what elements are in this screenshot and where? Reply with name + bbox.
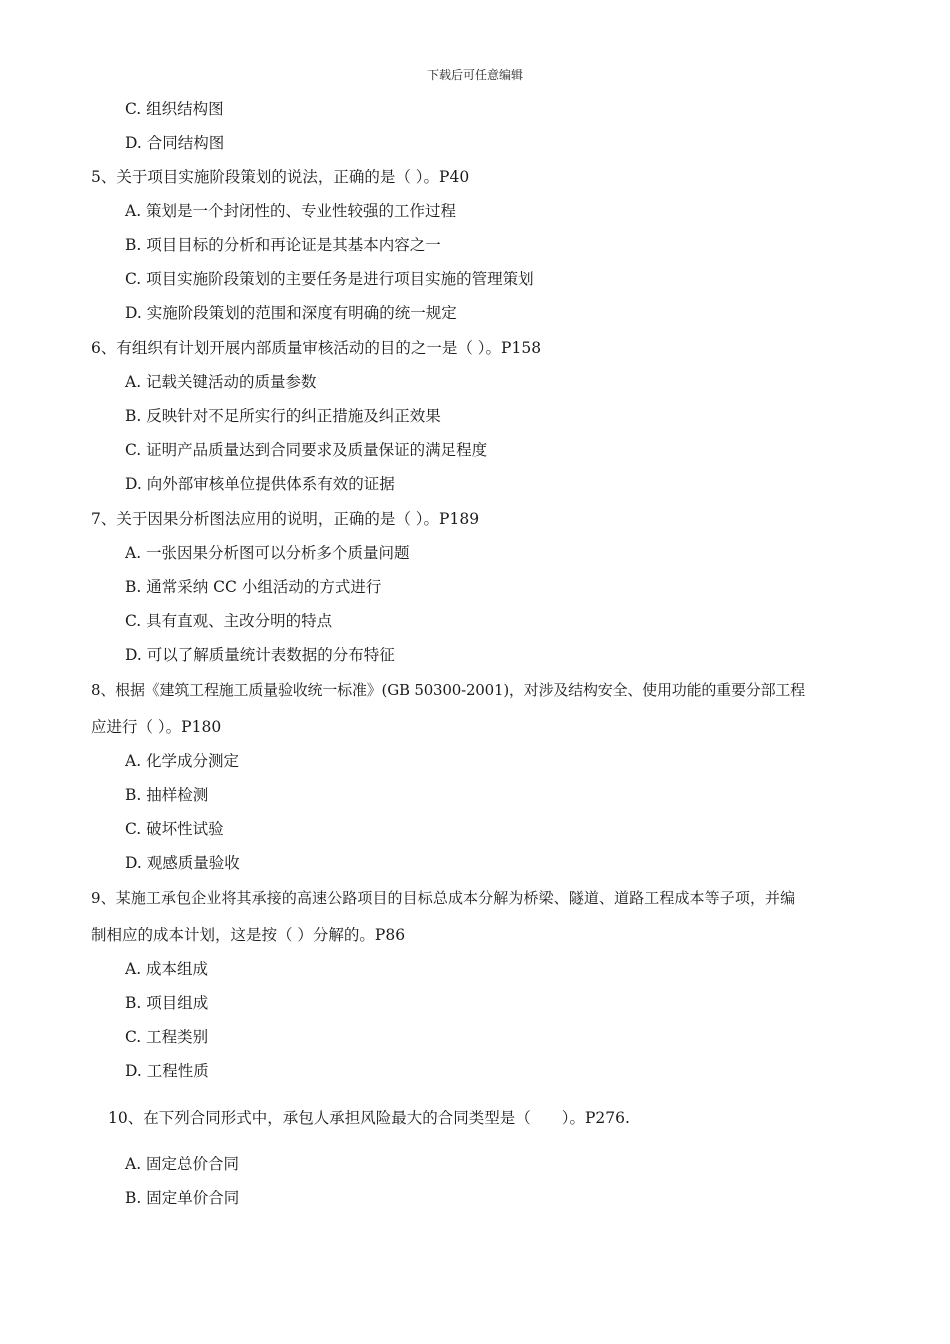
option-6a: A. 记载关键活动的质量参数 [125,373,317,391]
option-4c: C. 组织结构图 [125,100,224,118]
option-8d: D. 观感质量验收 [125,854,240,872]
option-7c: C. 具有直观、主改分明的特点 [125,612,333,630]
option-8a: A. 化学成分测定 [125,752,240,770]
page-header: 下载后可任意编辑 [426,68,523,82]
option-6d: D. 向外部审核单位提供体系有效的证据 [125,475,395,493]
option-7a: A. 一张因果分析图可以分析多个质量问题 [125,544,410,562]
question-9-line1: 9、某施工承包企业将其承接的高速公路项目的目标总成本分解为桥梁、隧道、道路工程成本等子项，并编 [91,889,796,907]
option-6b: B. 反映针对不足所实行的纠正措施及纠正效果 [125,407,441,425]
option-4d: D. 合同结构图 [125,134,225,152]
question-9-line2: 制相应的成本计划，这是按（ ）分解的。P86 [91,926,406,944]
option-9d: D. 工程性质 [125,1062,209,1080]
option-9b: B. 项目组成 [125,994,209,1012]
option-5d: D. 实施阶段策划的范围和深度有明确的统一规定 [125,304,457,322]
option-5b: B. 项目目标的分析和再论证是其基本内容之一 [125,236,441,254]
question-8-line2: 应进行（ ）。P180 [91,718,222,736]
question-10: 10、在下列合同形式中，承包人承担风险最大的合同类型是（ ）。P276. [108,1109,630,1127]
option-8b: B. 抽样检测 [125,786,209,804]
question-5: 5、关于项目实施阶段策划的说法，正确的是（ ）。P40 [91,168,470,186]
option-5c: C. 项目实施阶段策划的主要任务是进行项目实施的管理策划 [125,270,534,288]
option-7d: D. 可以了解质量统计表数据的分布特征 [125,646,395,664]
option-10a: A. 固定总价合同 [125,1155,240,1173]
question-7: 7、关于因果分析图法应用的说明，正确的是（ ）。P189 [91,510,480,528]
option-6c: C. 证明产品质量达到合同要求及质量保证的满足程度 [125,441,488,459]
option-5a: A. 策划是一个封闭性的、专业性较强的工作过程 [125,202,457,220]
option-8c: C. 破坏性试验 [125,820,224,838]
option-7b: B. 通常采纳 CC 小组活动的方式进行 [125,578,382,596]
question-6: 6、有组织有计划开展内部质量审核活动的目的之一是（ ）。P158 [91,339,542,357]
option-9c: C. 工程类别 [125,1028,209,1046]
option-9a: A. 成本组成 [125,960,209,978]
option-10b: B. 固定单价合同 [125,1189,240,1207]
question-8-line1: 8、根据《建筑工程施工质量验收统一标准》(GB 50300-2001)，对涉及结构安全、使用功能的重要分部工程 [91,681,805,699]
